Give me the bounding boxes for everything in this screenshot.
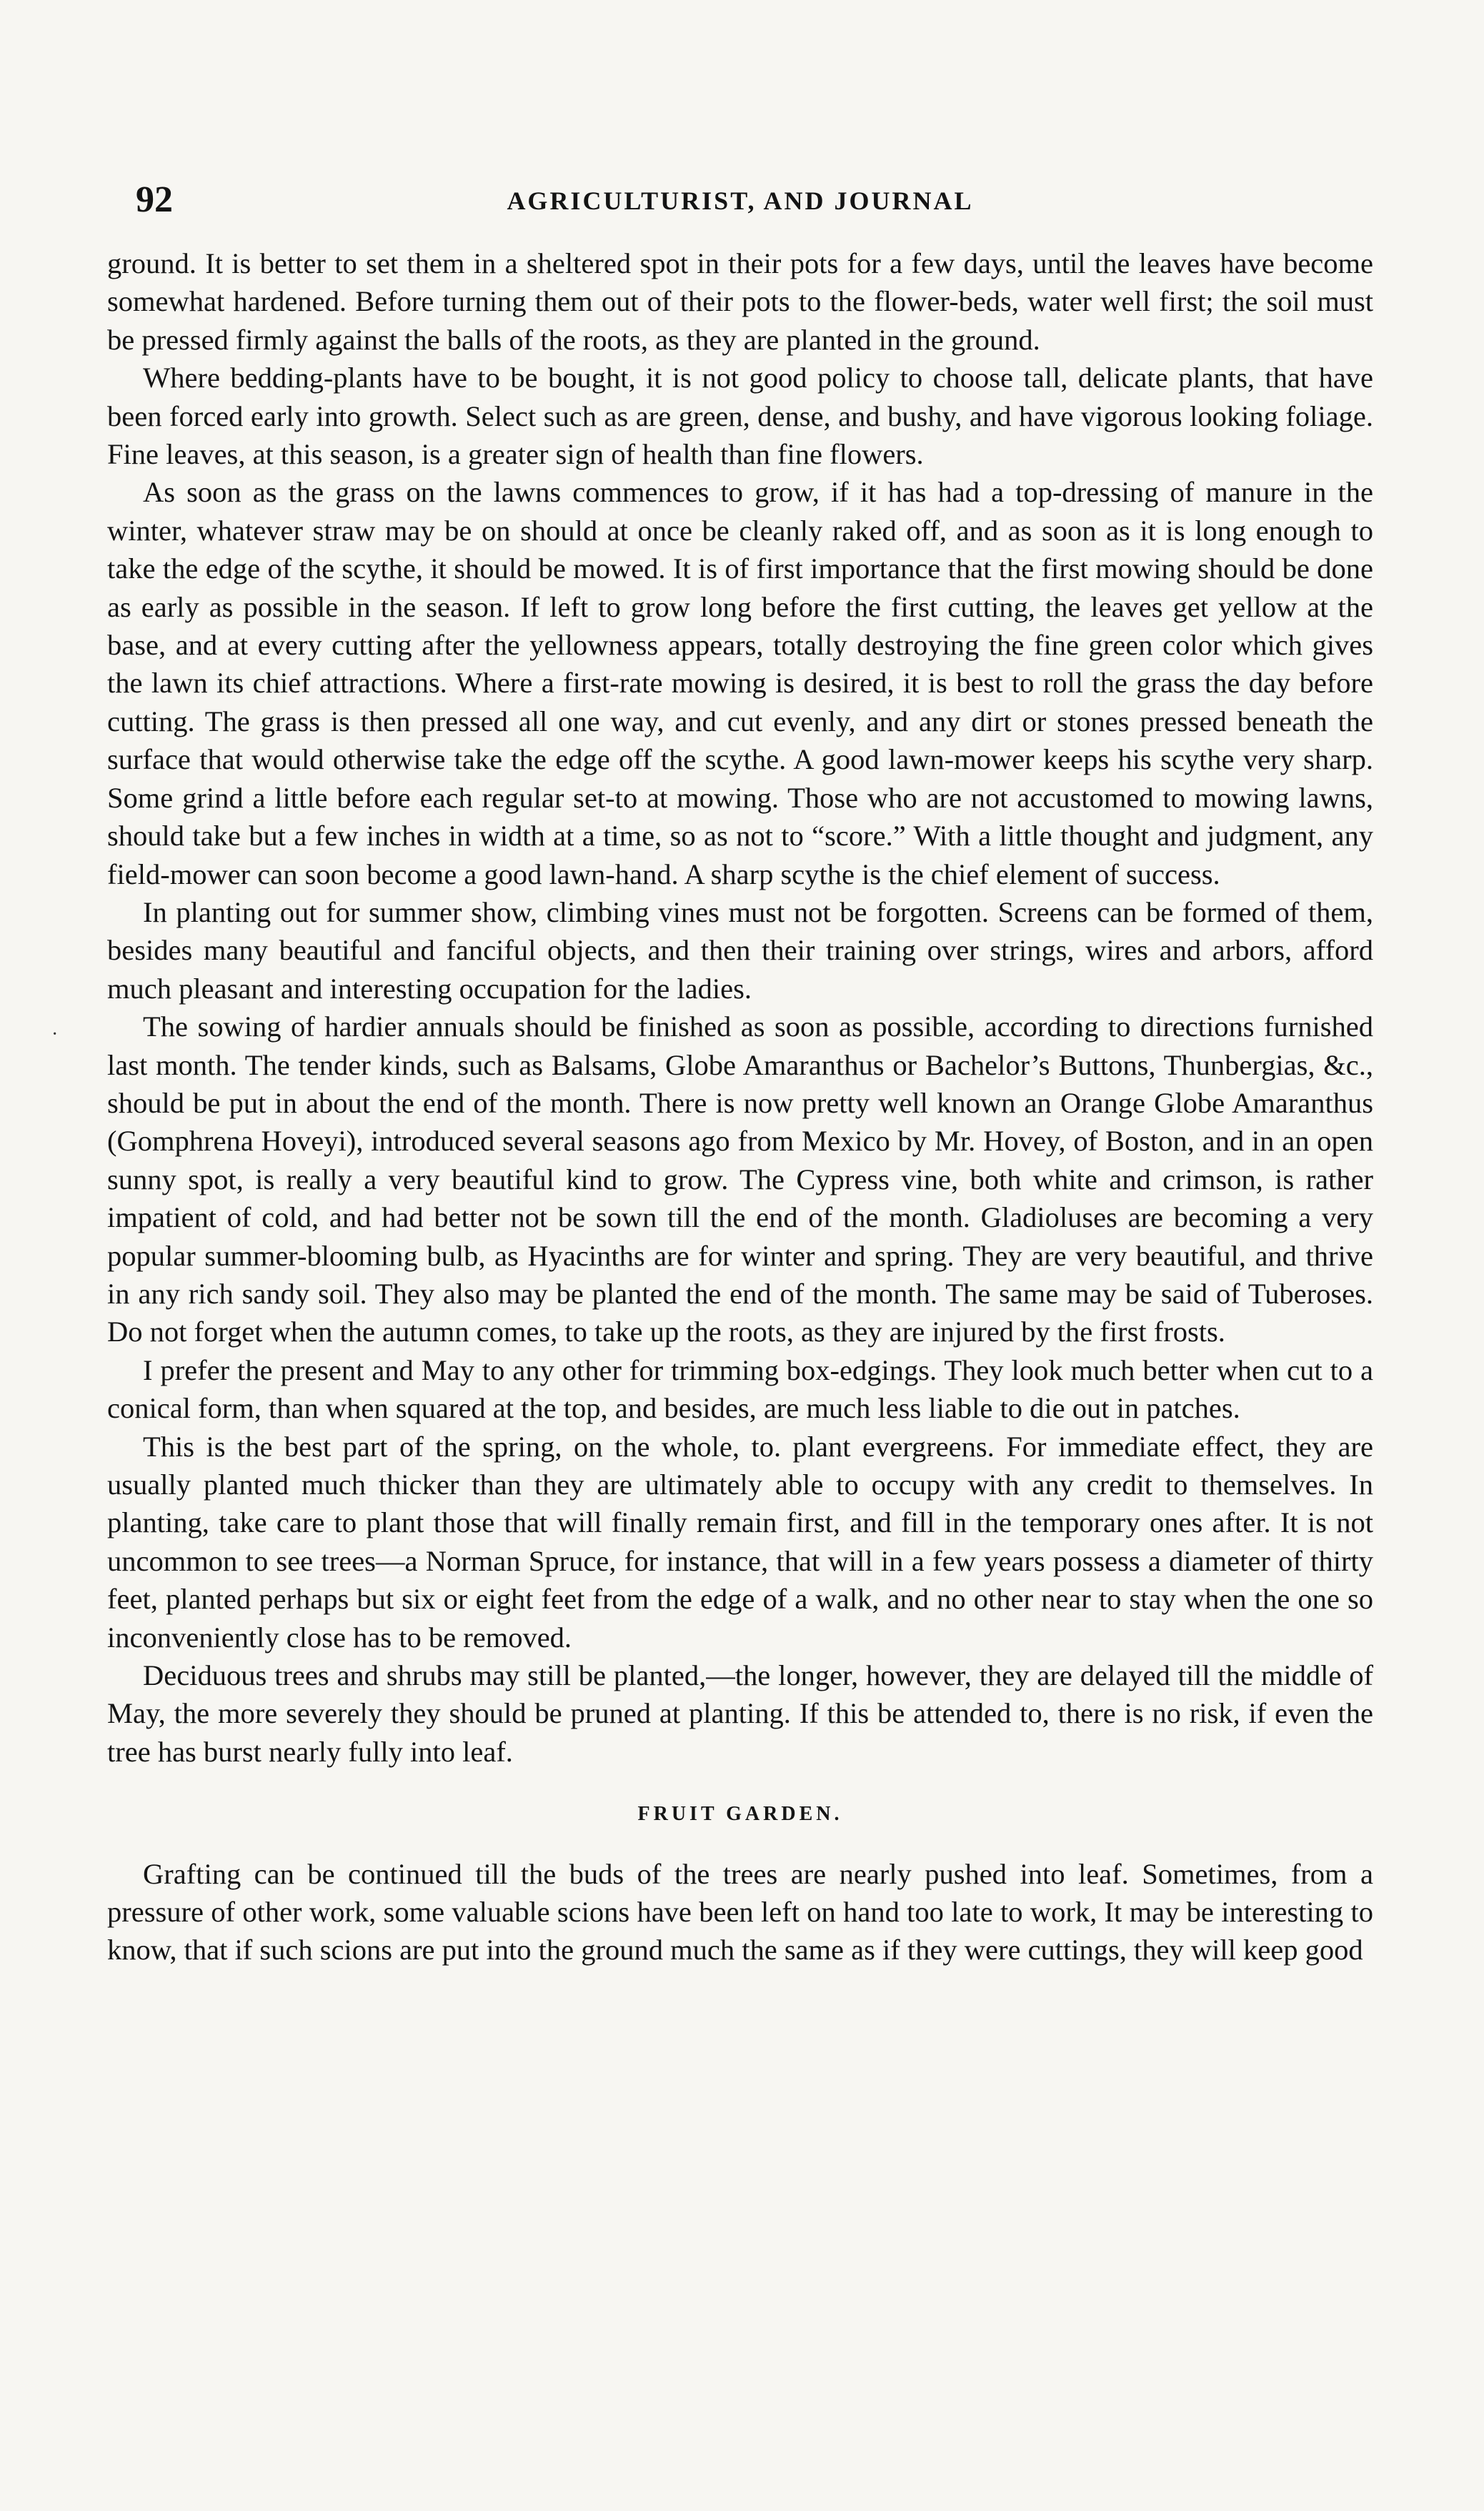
paragraph: ground. It is better to set them in a sheltered spot in their pots for a few days, until the leaves have become somewhat hardened. Before turning them out of their pots to the flower-beds, water well first; the soil must be pressed firmly against the balls of the roots, as they are planted in the ground. <box>107 247 1373 356</box>
main-text <box>107 244 1373 1969</box>
page-header <box>107 179 1373 229</box>
paragraph: As soon as the grass on the lawns commences to grow, if it has had a top-dressing of manure in the winter, whatever straw may be on should at once be cleanly raked off, and as soon as it is long enough to take the edge of the scythe, it should be mowed. It is of first importance that the first mowing should be done as early as possible in the season. If left to grow long before the first cutting, the leaves get yellow at the base, and at every cutting after the yellowness appears, totally destroying the fine green color which gives the lawn its chief attractions. Where a first-rate mowing is desired, it is best to roll the grass the day before cutting. The grass is then pressed all one way, and cut evenly, and any dirt or stones pressed beneath the surface that would otherwise take the edge off the scythe. A good lawn-mower keeps his scythe very sharp. Some grind a little before each regular set-to at mowing. Those who are not accustomed to mowing lawns, should take but a few inches in width at a time, so as not to “score.” With a little thought and judgment, any field-mower can soon become a good lawn-hand. A sharp scythe is the chief element of success. <box>107 476 1373 890</box>
paragraph: This is the best part of the spring, on the whole, to. plant evergreens. For immediate effect, they are usually planted much thicker than they are ultimately able to occupy with any credit to themselves. In planting, take care to plant those that will finally remain first, and fill in the temporary ones after. It is not uncommon to see trees—a Norman Spruce, for instance, that will in a few years possess a diameter of thirty feet, planted perhaps but six or eight feet from the edge of a walk, and no other near to stay when the one so inconveniently close has to be removed. <box>107 1430 1373 1654</box>
section-heading: FRUIT GARDEN. <box>637 1803 843 1826</box>
paragraph: The sowing of hardier annuals should be finished as soon as possible, according to directions furnished last month. The tender kinds, such as Balsams, Globe Amaranthus or Bachelor’s Buttons, Thunbergias, &c., should be put in about the end of the month. There is now pretty well known an Orange Globe Amaranthus (Gomphrena Hoveyi), introduced several seasons ago from Mexico by Mr. Hovey, of Boston, and in an open sunny spot, is really a very beautiful kind to grow. The Cypress vine, both white and crimson, is rather impatient of cold, and had better not be sown till the end of the month. Gladioluses are becoming a very popular summer-blooming bulb, as Hyacinths are for winter and spring. They are very beautiful, and thrive in any rich sandy soil. They also may be planted the end of the month. The same may be said of Tuberoses. Do not forget when the autumn comes, to take up the roots, as they are injured by the first frosts. <box>107 1010 1373 1348</box>
margin-dot-mark: · <box>51 1023 59 1045</box>
page-number: 92 <box>136 179 173 220</box>
paragraph: Grafting can be continued till the buds of the trees are nearly pushed into leaf. Sometimes, from a pressure of other work, some valuable scions have been left on hand too late to work, It may be interesting to know, that if such scions are put into the ground much the same as if they were cuttings, they will keep good <box>107 1857 1373 1966</box>
paragraph: Deciduous trees and shrubs may still be planted,—the longer, however, they are delayed till the middle of May, the more severely they should be pruned at planting. If this be attended to, there is no risk, if even the tree has burst nearly fully into leaf. <box>107 1659 1373 1768</box>
paragraph: Where bedding-plants have to be bought, it is not good policy to choose tall, delicate plants, that have been forced early into growth. Select such as are green, dense, and bushy, and have vigorous looking foliage. Fine leaves, at this season, is a greater sign of health than fine flowers. <box>107 362 1373 471</box>
running-title: AGRICULTURIST, AND JOURNAL <box>507 187 974 215</box>
paragraph: I prefer the present and May to any other for trimming box-edgings. They look much better when cut to a conical form, than when squared at the top, and besides, are much less liable to die out in patches. <box>107 1353 1373 1425</box>
paragraph: In planting out for summer show, climbing vines must not be forgotten. Screens can be formed of them, besides many beautiful and fanciful objects, and then their training over strings, wires and arbors, afford much pleasant and interesting occupation for the ladies. <box>107 895 1373 1005</box>
book-page <box>107 179 1373 1969</box>
